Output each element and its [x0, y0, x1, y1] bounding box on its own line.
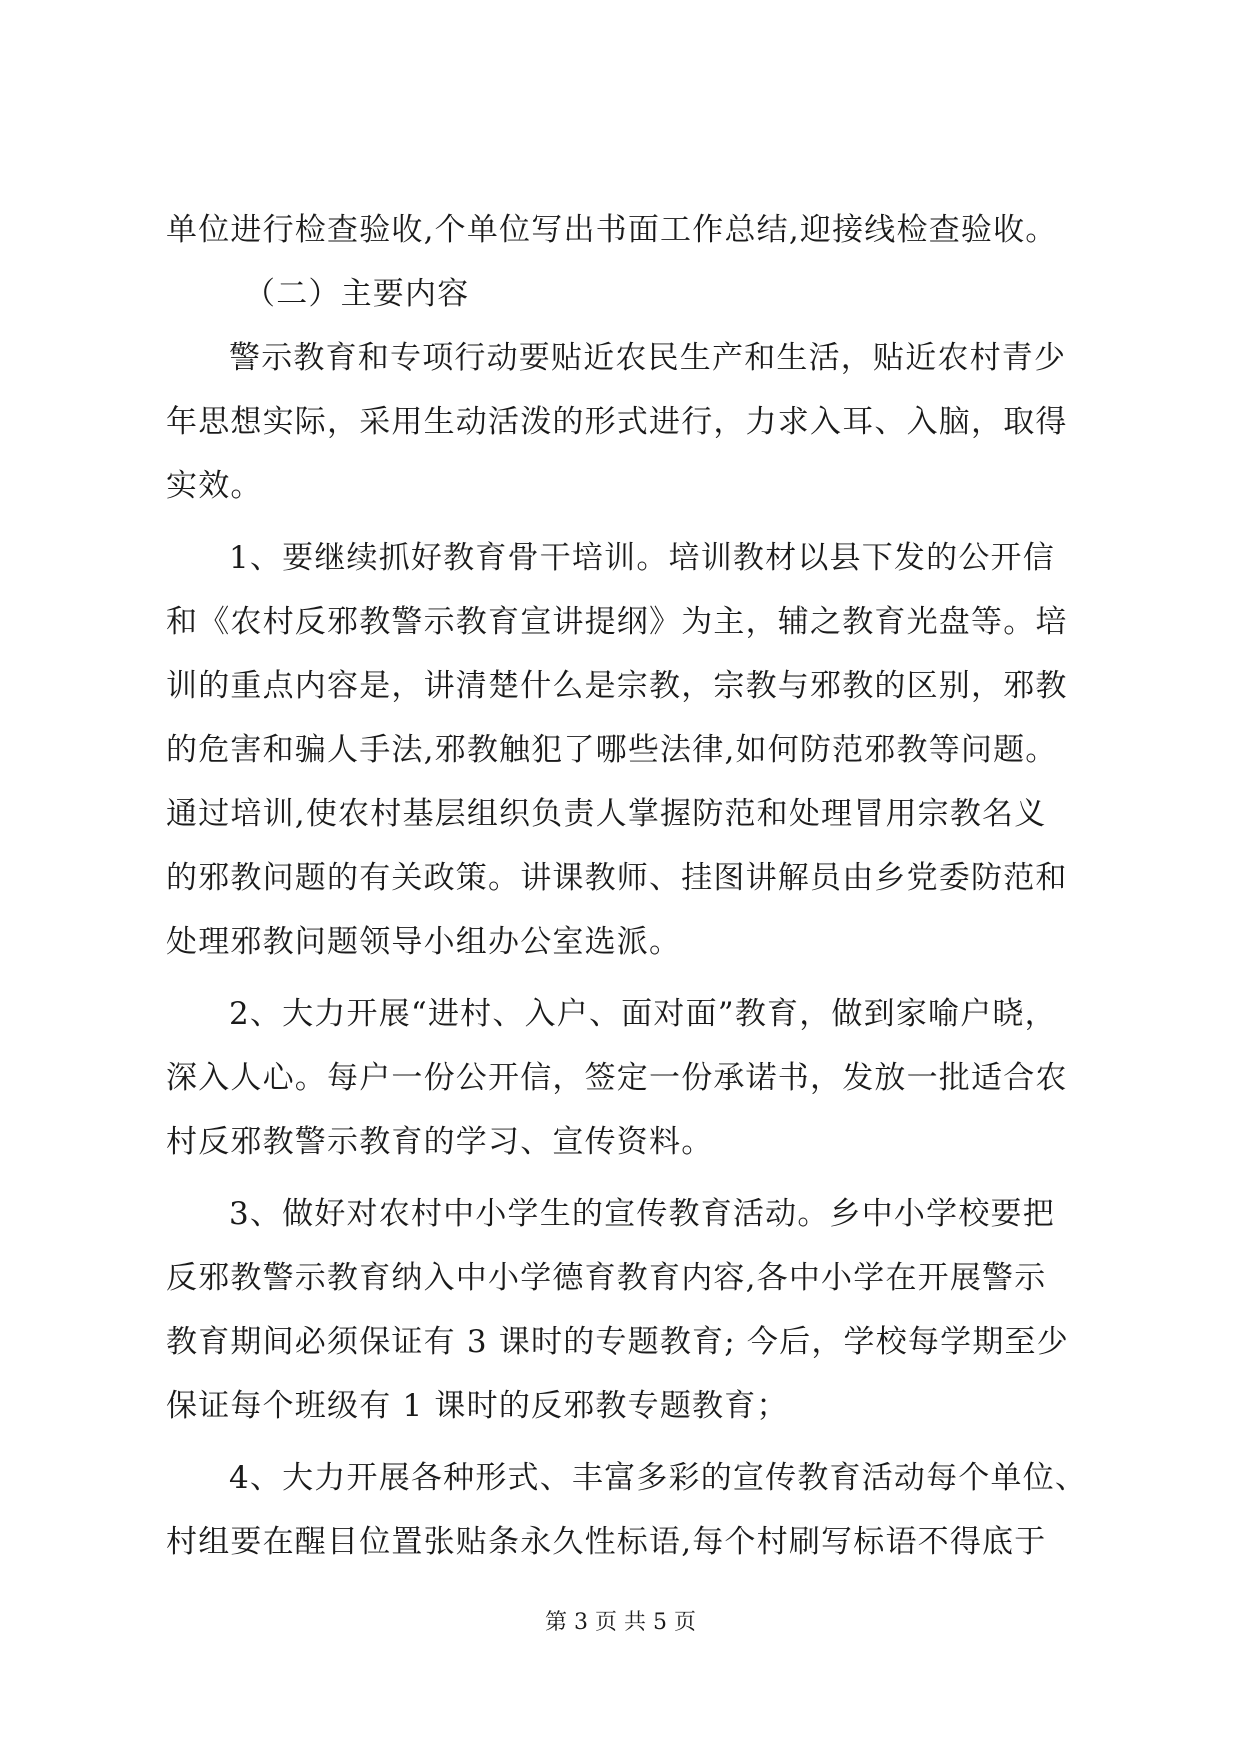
- section-heading: （二）主要内容: [244, 276, 470, 312]
- text-line: 反邪教警示教育纳入中小学德育教育内容,各中小学在开展警示: [166, 1260, 1047, 1296]
- text-line: 村反邪教警示教育的学习、宣传资料。: [166, 1124, 714, 1160]
- text-line: 村组要在醒目位置张贴条永久性标语,每个村刷写标语不得底于: [166, 1524, 1047, 1560]
- text-line: 深入人心。每户一份公开信，签定一份承诺书，发放一批适合农: [166, 1060, 1068, 1096]
- text-line: 教育期间必须保证有 3 课时的专题教育; 今后，学校每学期至少: [166, 1324, 1069, 1360]
- text-line: 4、大力开展各种形式、丰富多彩的宣传教育活动每个单位、: [229, 1460, 1088, 1496]
- text-line: 和《农村反邪教警示教育宣讲提纲》为主，辅之教育光盘等。培: [166, 604, 1068, 640]
- text-line: 训的重点内容是，讲清楚什么是宗教，宗教与邪教的区别，邪教: [166, 668, 1068, 704]
- text-line: 保证每个班级有 1 课时的反邪教专题教育；: [166, 1388, 789, 1424]
- document-body: [166, 198, 1088, 1574]
- text-line: 年思想实际，采用生动活泼的形式进行，力求入耳、入脑，取得: [166, 404, 1068, 440]
- text-line: 警示教育和专项行动要贴近农民生产和生活，贴近农村青少: [229, 340, 1067, 376]
- text-line: 的危害和骗人手法,邪教触犯了哪些法律,如何防范邪教等问题。: [166, 732, 1058, 768]
- text-line: 处理邪教问题领导小组办公室选派。: [166, 924, 682, 960]
- text-line: 2、大力开展“进村、入户、面对面”教育，做到家喻户晓，: [229, 996, 1057, 1032]
- text-line: 单位进行检查验收,个单位写出书面工作总结,迎接线检查验收。: [166, 212, 1058, 248]
- text-line: 3、做好对农村中小学生的宣传教育活动。乡中小学校要把: [229, 1196, 1055, 1232]
- text-line: 的邪教问题的有关政策。讲课教师、挂图讲解员由乡党委防范和: [166, 860, 1068, 896]
- text-line: 实效。: [166, 468, 263, 504]
- page-footer: 第 3 页 共 5 页: [545, 1610, 696, 1635]
- text-line: 通过培训,使农村基层组织负责人掌握防范和处理冒用宗教名义: [166, 796, 1047, 832]
- text-line: 1、要继续抓好教育骨干培训。培训教材以县下发的公开信: [229, 540, 1055, 576]
